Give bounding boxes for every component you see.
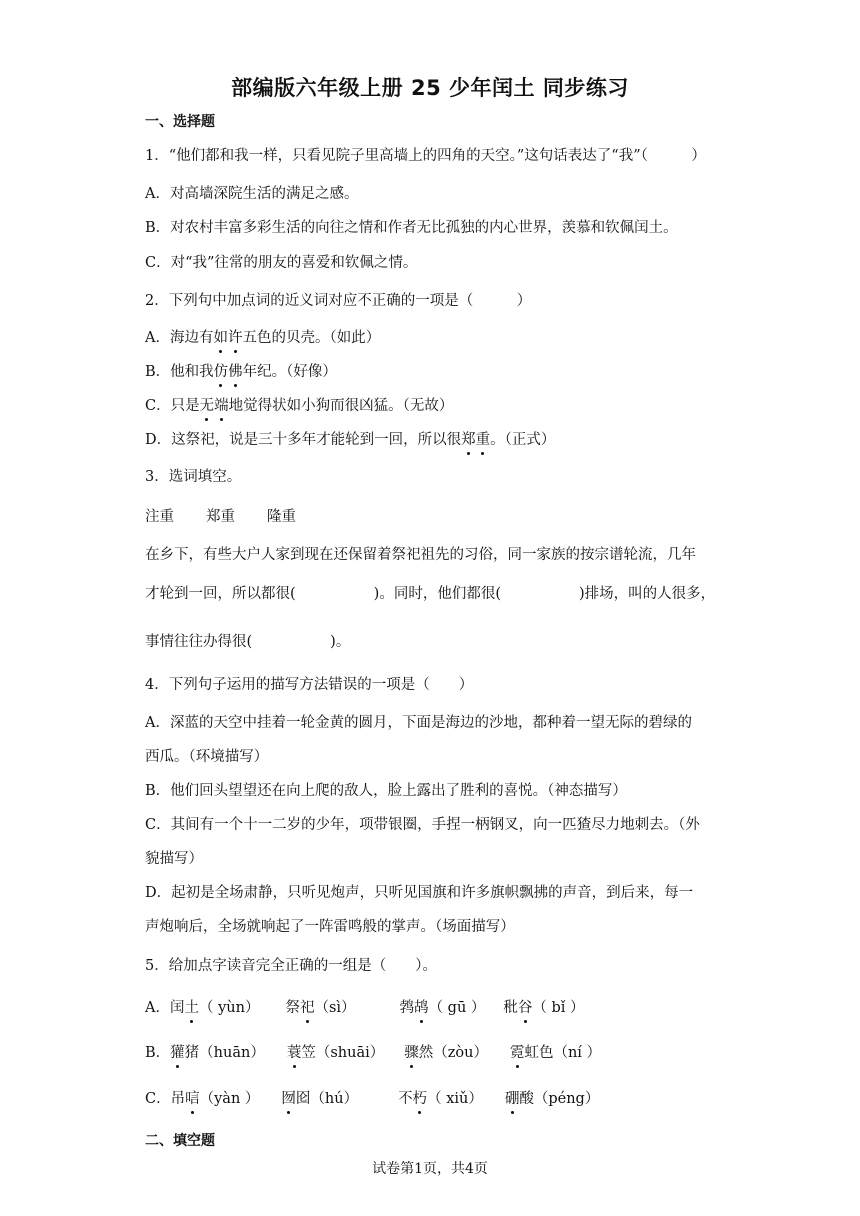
dotted-char: 祀 (299, 1000, 315, 1016)
question-1-option-c: C．对“我”往常的朋友的喜爱和钦佩之情。 (145, 255, 418, 271)
dotted-char: 无 (199, 398, 215, 414)
word-char: 不 (398, 1091, 413, 1107)
word-char: 吊 (170, 1091, 186, 1107)
question-4-option-c-line-2: 貌描写） (145, 851, 203, 867)
passage-text: )。 (330, 634, 351, 650)
dotted-char: 唁 (185, 1091, 200, 1107)
passage-text: 才轮到一回，所以都很( (145, 586, 296, 602)
pinyin: （ gū ） (428, 1000, 486, 1016)
dotted-char: 土 (184, 1000, 199, 1016)
dotted-char: 端 (214, 398, 229, 414)
option-text: 地觉得状如小狗而很凶猛。（无故） (228, 398, 454, 414)
option-label: C． (145, 1091, 171, 1107)
section-heading-fill: 二、填空题 (145, 1133, 215, 1149)
option-text: B．他和我 (145, 364, 214, 380)
dotted-char: 重 (475, 432, 491, 448)
word-char: 祭 (285, 1000, 300, 1016)
question-1-option-b: B．对农村丰富多彩生活的向往之情和作者无比孤独的内心世界，羡慕和钦佩闰土。 (145, 220, 678, 236)
passage-text: 事情往往办得很( (145, 634, 253, 650)
question-2-option-a (145, 328, 380, 348)
word-char: 笠 (301, 1045, 316, 1061)
dotted-char: 蓑 (286, 1045, 302, 1061)
question-4-option-b: B．他们回头望望还在向上爬的敌人，脸上露出了胜利的喜悦。（神态描写） (145, 783, 627, 799)
dotted-char: 许 (227, 330, 243, 346)
option-text: 五色的贝壳。（如此） (242, 330, 381, 346)
option-text: 。（正式） (490, 432, 556, 448)
option-label: B． (145, 1045, 171, 1061)
dotted-char: 谷 (517, 1000, 533, 1016)
option-label: A． (145, 1000, 170, 1016)
dotted-char: 郑 (461, 432, 476, 448)
pinyin: （ yùn） (198, 1000, 260, 1016)
question-4-stem: 4．下列句子运用的描写方法错误的一项是（ ） (145, 677, 474, 693)
word-bank (145, 507, 296, 527)
pinyin: （hú） (310, 1091, 359, 1107)
question-4-option-a-line-1: A．深蓝的天空中挂着一轮金黄的圆月，下面是海边的沙地，都种着一望无际的碧绿的 (145, 715, 692, 731)
question-2-stem: 2．下列句中加点词的近义词对应不正确的一项是（ ） (145, 293, 532, 309)
dotted-char: 佛 (228, 364, 243, 380)
option-text: D．这祭祀，说是三十多年才能轮到一回，所以很 (145, 432, 462, 448)
section-heading-choice: 一、选择题 (145, 114, 215, 130)
word-char: 酸 (519, 1091, 534, 1107)
passage-text: )。同时，他们都很( (373, 586, 501, 602)
word-char: 秕 (503, 1000, 518, 1016)
pinyin: （ bǐ ） (532, 1000, 585, 1016)
dotted-char: 硼 (504, 1091, 520, 1107)
pinyin: （shuāi） (315, 1045, 385, 1061)
question-5-stem: 5．给加点字读音完全正确的一组是（ ）。 (145, 958, 437, 974)
word-bank-item: 郑重 (206, 509, 235, 525)
dotted-char: 鸪 (414, 1000, 429, 1016)
option-text: C．只是 (145, 398, 200, 414)
pinyin: （ní ） (553, 1045, 602, 1061)
question-3-passage-line-1: 在乡下，有些大户人家到现在还保留着祭祀祖先的习俗，同一家族的按宗谱轮流，几年 (145, 547, 696, 563)
word-bank-item: 隆重 (267, 509, 296, 525)
passage-text: )排场，叫的人很多， (578, 586, 716, 602)
dotted-char: 獾 (170, 1045, 185, 1061)
word-char: 鹁 (399, 1000, 415, 1016)
question-3-passage-line-2 (145, 584, 715, 604)
word-char: 闰 (169, 1000, 185, 1016)
question-3-passage-line-3 (145, 632, 350, 652)
question-3-stem: 3．选词填空。 (145, 469, 242, 485)
question-4-option-a-line-2: 西瓜。（环境描写） (145, 749, 269, 765)
question-2-option-c (145, 396, 453, 416)
pinyin: （péng） (533, 1091, 600, 1107)
dotted-char: 囫 (281, 1091, 296, 1107)
question-4-option-c-line-1: C．其间有一个十一二岁的少年，项带银圈，手捏一柄钢叉，向一匹猹尽力地刺去。（外 (145, 817, 700, 833)
document-title: 部编版六年级上册 25 少年闰土 同步练习 (231, 76, 629, 100)
dotted-char: 霓 (509, 1045, 525, 1061)
question-4-option-d-line-1: D．起初是全场肃静，只听见炮声，只听见国旗和许多旗帜飘拂的声音，到后来，每一 (145, 885, 694, 901)
pinyin: （ xiǔ） (427, 1091, 483, 1107)
pinyin: （huān） (199, 1045, 265, 1061)
option-text: A．海边有 (145, 330, 214, 346)
page-footer: 试卷第1页，共4页 (372, 1161, 488, 1177)
pinyin: （zòu） (433, 1045, 488, 1061)
question-2-option-b (145, 362, 337, 382)
word-char: 虹色 (524, 1045, 554, 1061)
word-char: 猪 (184, 1045, 200, 1061)
question-4-option-d-line-2: 声炮响后，全场就响起了一阵雷鸣般的掌声。（场面描写） (145, 919, 515, 935)
dotted-char: 如 (213, 330, 228, 346)
word-char: 囵 (295, 1091, 311, 1107)
word-bank-item: 注重 (145, 509, 174, 525)
question-5-option-a (145, 998, 585, 1018)
dotted-char: 骤 (404, 1045, 419, 1061)
pinyin: （yàn ） (199, 1091, 260, 1107)
question-5-option-b (145, 1043, 601, 1063)
dotted-char: 仿 (213, 364, 229, 380)
question-1-option-a: A．对高墙深院生活的满足之感。 (145, 186, 359, 202)
word-char: 然 (418, 1045, 434, 1061)
option-text: 年纪。（好像） (242, 364, 337, 380)
dotted-char: 朽 (412, 1091, 428, 1107)
question-5-option-c (145, 1089, 599, 1109)
question-1-stem: 1．“他们都和我一样，只看见院子里高墙上的四角的天空。”这句话表达了“我”（ ） (145, 148, 706, 164)
question-2-option-d (145, 430, 555, 450)
pinyin: （sì） (314, 1000, 356, 1016)
